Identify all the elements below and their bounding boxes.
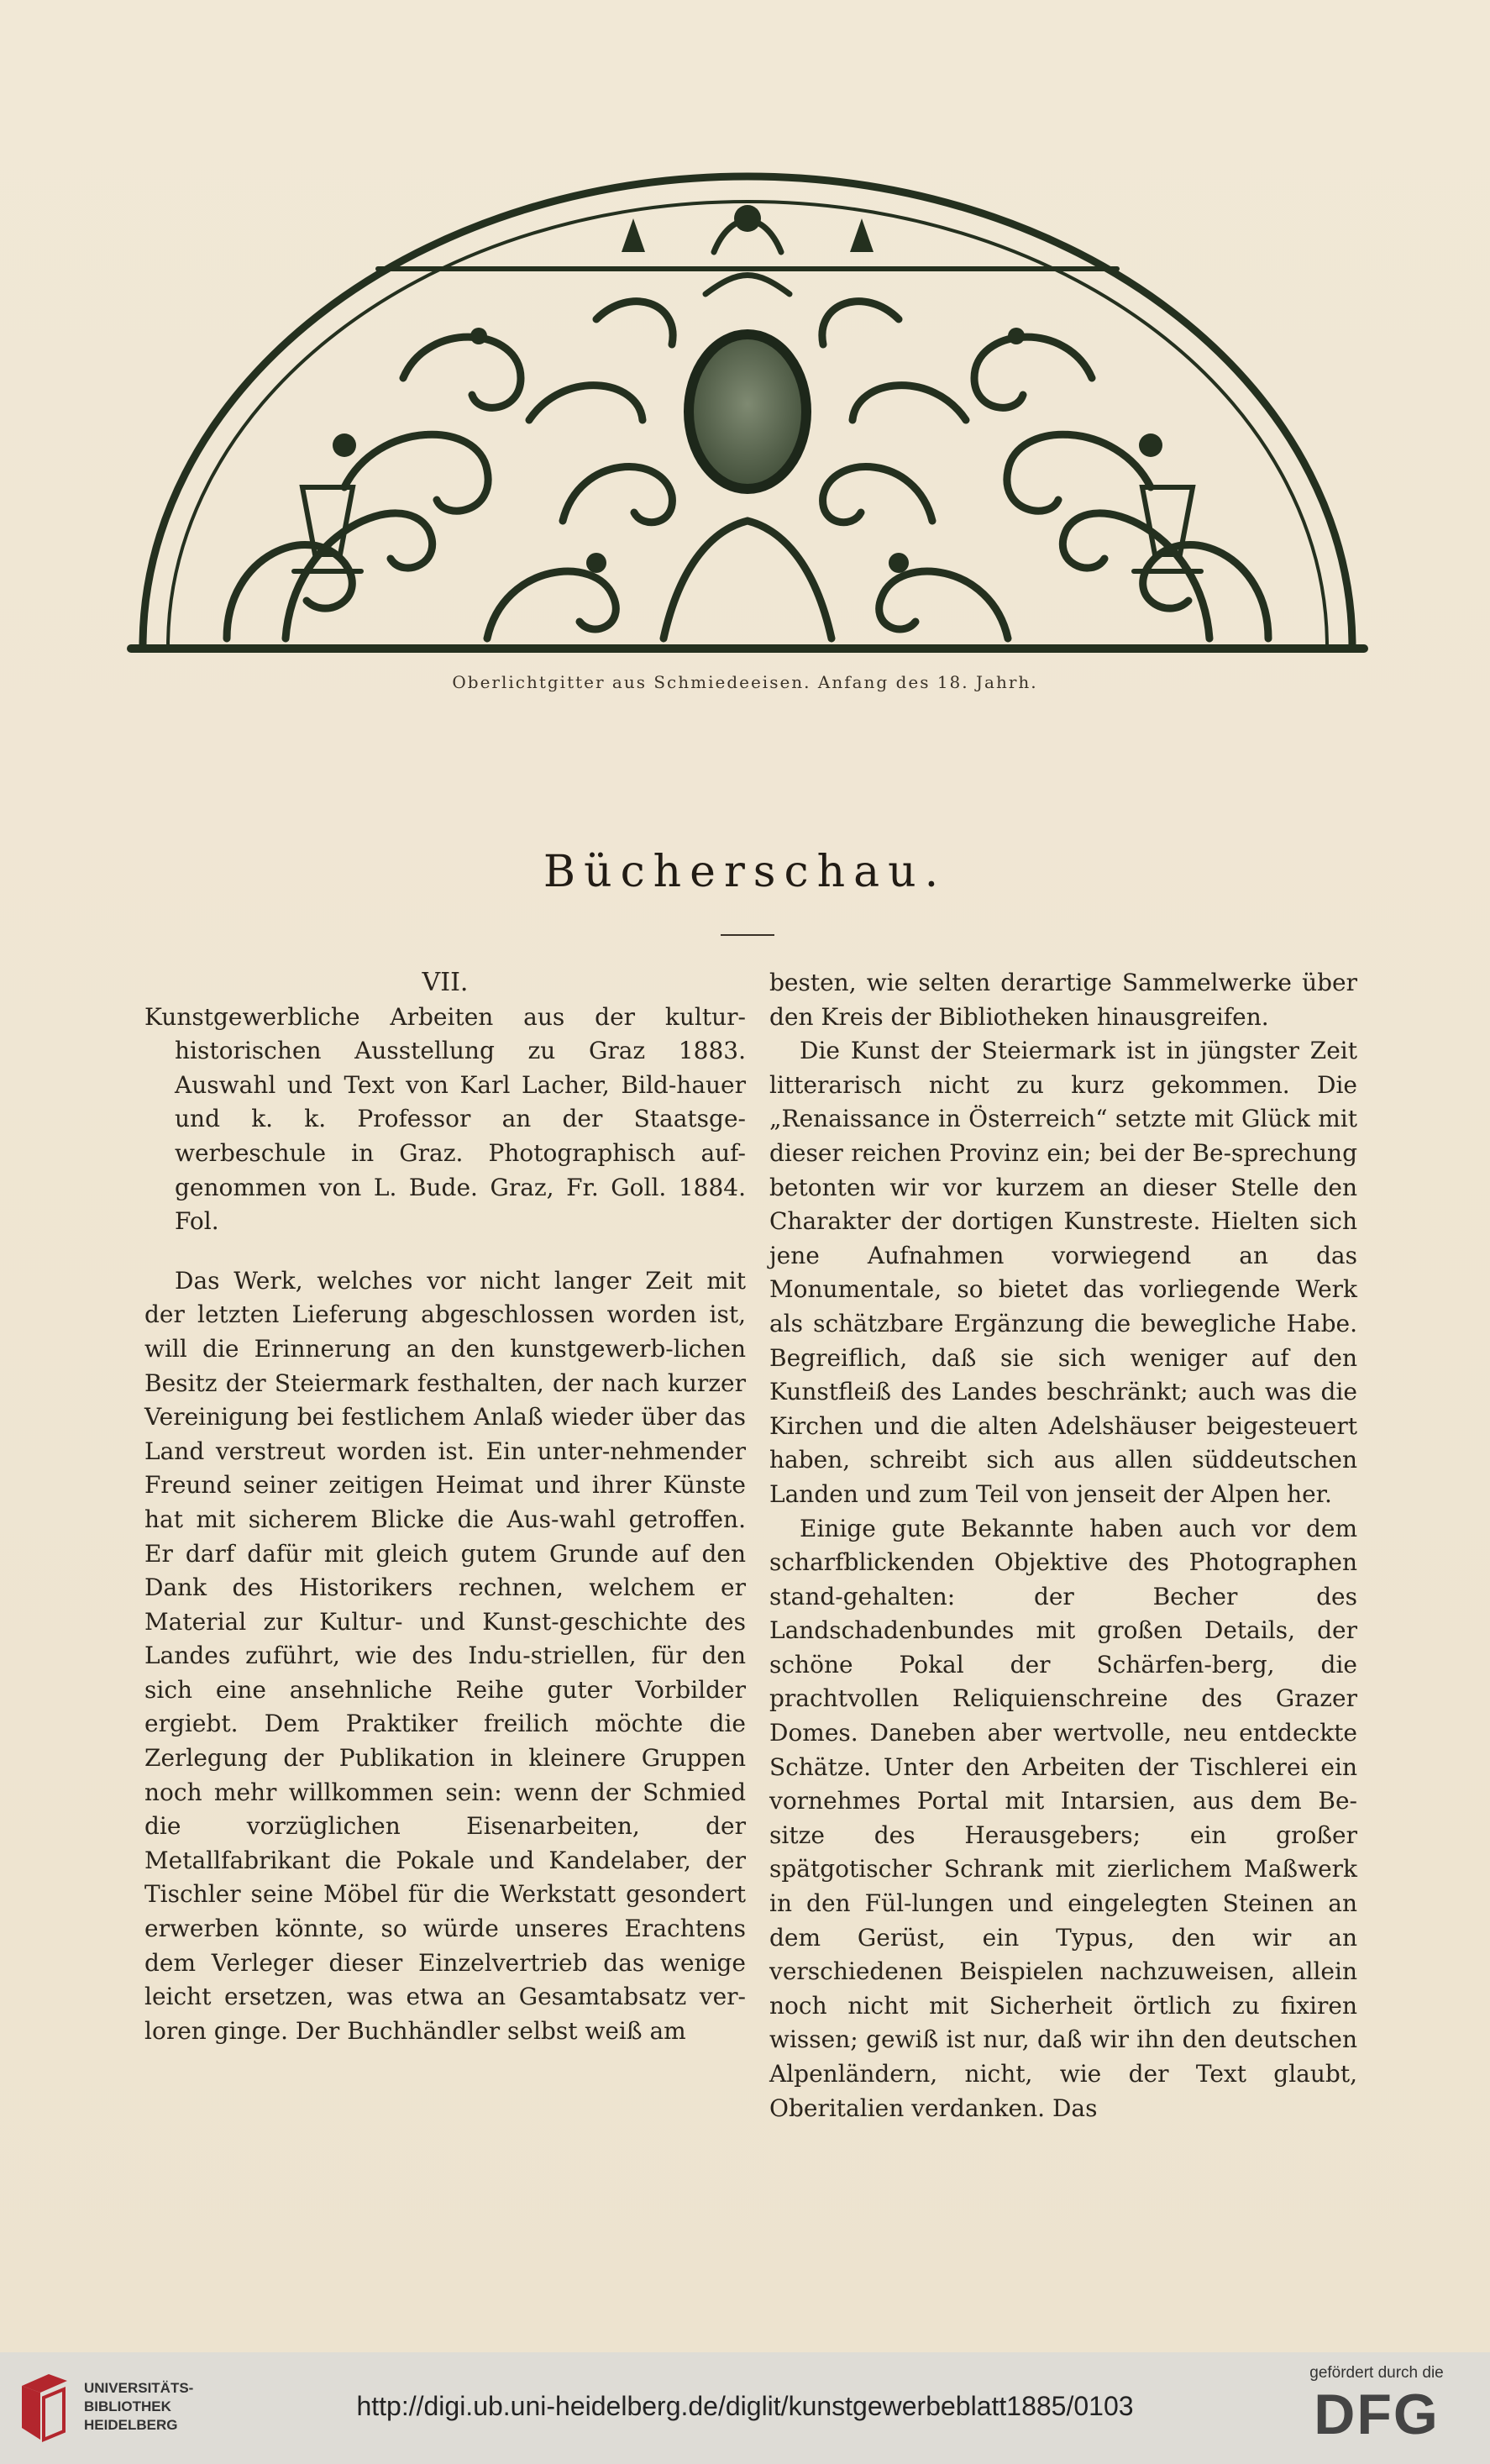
review-paragraph: Einige gute Bekannte haben auch vor dem scharfblickenden Objektive des Photographen stand-gehalten: der Becher des Landschadenbundes mit großen Details, der schöne Pokal der Schärfen-berg, die prachtvollen Reliquienschreine des Grazer Domes. Daneben aber wertvolle, neu entdeckte Schätze. Unter den Arbeiten der Tischlerei ein vornehmes Portal mit Intarsien, aus dem Be-sitze des Herausgebers; ein großer spätgotischer Schrank mit zierlichem Maßwerk in den Fül-lungen und eingelegten Steinen an dem Gerüst, ein Typus, den wir an verschiedenen Beispielen nachzuweisen, allein noch nicht mit Sicherheit örtlich zu fixiren wissen; gewiß ist nur, daß wir ihn den deutschen Alpenländern, nicht, wie der Text glaubt, Oberitalien verdanken. Das (769, 1514, 1357, 2122)
dfg-wordmark: DFG (1314, 2383, 1440, 2446)
digitization-footer (0, 2352, 1490, 2464)
permalink-url[interactable]: http://digi.ub.uni-heidelberg.de/diglit/kunstgewerbeblatt1885/0103 (356, 2391, 1134, 2421)
funder-note: gefördert durch die (1309, 2364, 1444, 2382)
logo-line: HEIDELBERG (84, 2417, 178, 2433)
review-paragraph: Das Werk, welches vor nicht langer Zeit mit der letzten Lieferung abgeschlossen worden ist, will die Erinnerung an den kunstgewerb-lichen Besitz der Steiermark festhalten, der nach kurzer Vereinigung bei festlichem Anlaß wieder über das Land verstreut worden ist. Ein unter-nehmender Freund seiner zeitigen Heimat und ihrer Künste hat mit sicherem Blicke die Aus-wahl getroffen. Er darf dafür mit gleich gutem Grunde auf den Dank des Historikers rechnen, welchem er Material zur Kultur- und Kunst-geschichte des Landes zuführt, wie des Indu-striellen, für den sich eine ansehnliche Reihe guter Vorbilder ergiebt. Dem Praktiker freilich möchte die Zerlegung der Publikation in kleinere Gruppen noch mehr willkommen sein: wenn der Schmied die vorzüglichen Eisenarbeiten, der Metallfabrikant die Pokale und Kandelaber, der Tischler seine Möbel für die Werkstatt gesondert erwerben könnte, so würde unseres Erachtens dem Verleger dieser Einzelvertrieb das wenige leicht ersetzen, was etwa an Gesamtabsatz ver-loren ginge. Der Buchhändler selbst weiß am (144, 1266, 746, 2045)
section-numeral: VII. (422, 968, 469, 997)
review-paragraph: besten, wie selten derartige Sammelwerke über den Kreis der Bibliotheken hinausgreifen. (769, 969, 1357, 1031)
heading-divider (721, 934, 774, 936)
dfg-funder-logo[interactable] (1288, 2364, 1465, 2446)
left-column (144, 966, 746, 2048)
illustration-caption: Oberlichtgitter aus Schmiedeeisen. Anfang des 18. Jahrh. (452, 672, 1038, 692)
section-heading: Bücherschau. (543, 847, 947, 897)
logo-line: UNIVERSITÄTS- (84, 2380, 194, 2396)
logo-line: BIBLIOTHEK (84, 2398, 171, 2414)
wrought-iron-grille-illustration (126, 168, 1369, 672)
right-column (769, 966, 1357, 2125)
review-paragraph: Die Kunst der Steiermark ist in jüngster Zeit litterarisch nicht zu kurz gekommen. Die „Renaissance in Österreich“ setzte mit Glück mit dieser reichen Provinz ein; bei der Be-sprechung betonten wir vor kurzem an dieser Stelle den Charakter der dortigen Kunstreste. Hielten sich jene Aufnahmen vorwiegend an das Monumentale, so bietet das vorliegende Werk als schätzbare Ergänzung die bewegliche Habe. Begreiflich, daß sie sich weniger auf den Kunstfleiß des Landes beschränkt; auch was die Kirchen und die alten Adelshäuser beigesteuert haben, schreibt sich aus allen süddeutschen Landen und zum Teil von jenseit der Alpen her. (769, 1037, 1357, 1508)
book-citation: Kunstgewerbliche Arbeiten aus der kultur-historischen Ausstellung zu Graz 1883. Auswahl und Text von Karl Lacher, Bild-hauer und k. k. Professor an der Staatsge-werbeschule in Graz. Photographisch auf-genommen von L. Bude. Graz, Fr. Goll. 1884. Fol. (144, 1002, 746, 1236)
